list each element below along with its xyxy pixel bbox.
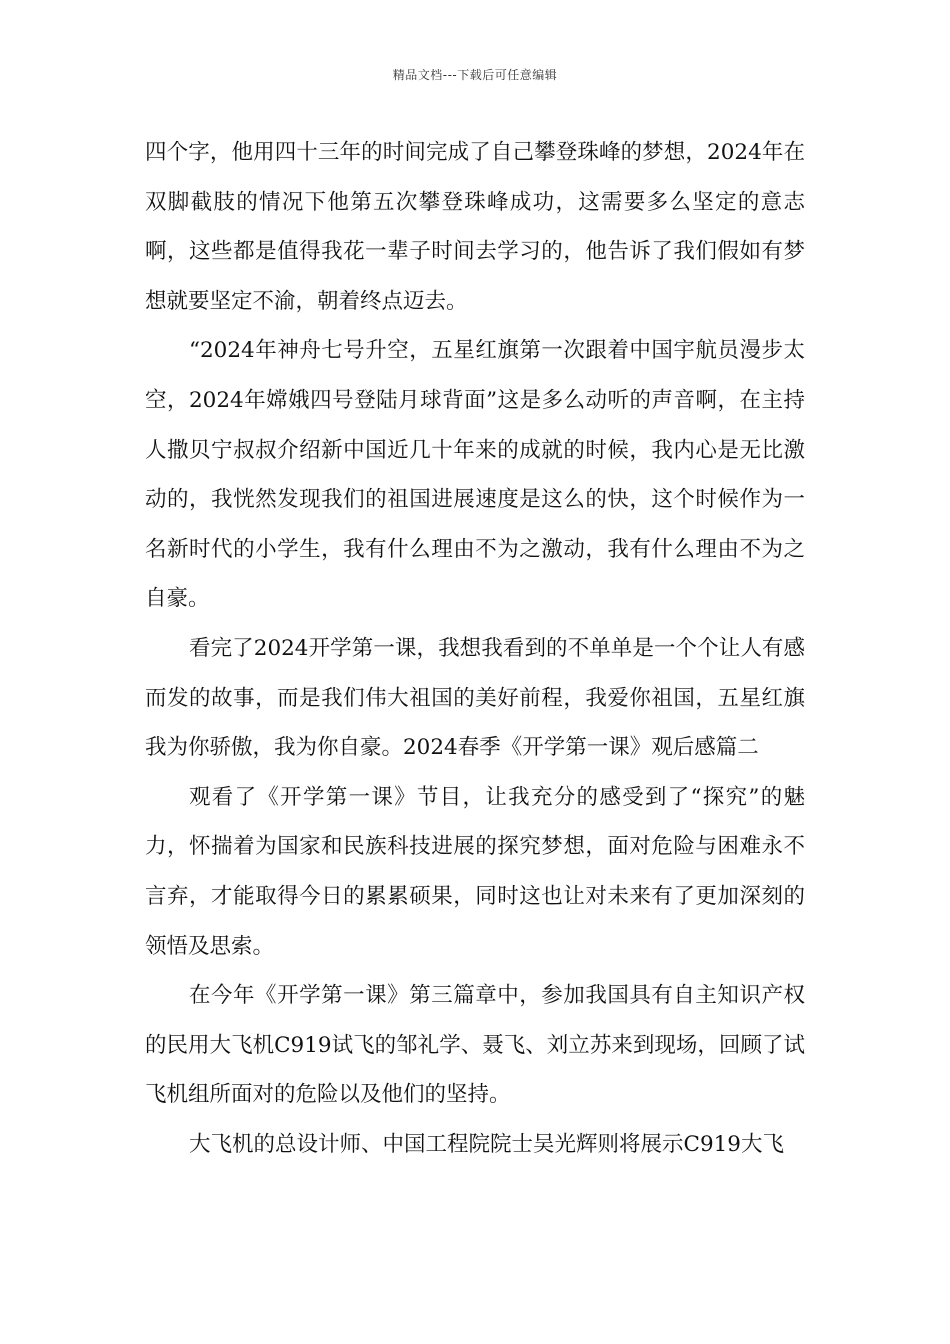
document-body (145, 128, 805, 1169)
paragraph-4: 观看了《开学第一课》节目，让我充分的感受到了“探究”的魅力，怀揣着为国家和民族科技进展的探究梦想，面对危险与困难永不言弃，才能取得今日的累累硕果，同时这也让对未来有了更加深刻的领悟及思索。 (145, 784, 805, 959)
paragraph-6: 大飞机的总设计师、中国工程院院士吴光辉则将展示C919大飞 (189, 1131, 784, 1157)
paragraph-1: 四个字，他用四十三年的时间完成了自己攀登珠峰的梦想，2024年在双脚截肢的情况下他第五次攀登珠峰成功，这需要多么坚定的意志啊，这些都是值得我花一辈子时间去学习的，他告诉了我们假如有梦想就要坚定不渝，朝着终点迈去。 (145, 140, 805, 314)
paragraph-2: “2024年神舟七号升空，五星红旗第一次跟着中国宇航员漫步太空，2024年嫦娥四号登陆月球背面”这是多么动听的声音啊，在主持人撒贝宁叔叔介绍新中国近几十年来的成就的时候，我内心是无比激动的，我恍然发现我们的祖国进展速度是这么的快，这个时候作为一名新时代的小学生，我有什么理由不为之激动，我有什么理由不为之自豪。 (145, 338, 805, 612)
page-header: 精品文档---下载后可任意编辑 (392, 68, 558, 82)
paragraph-5: 在今年《开学第一课》第三篇章中，参加我国具有自主知识产权的民用大飞机C919试飞的邹礼学、聂飞、刘立苏来到现场，回顾了试飞机组所面对的危险以及他们的坚持。 (145, 983, 805, 1108)
paragraph-3: 看完了2024开学第一课，我想我看到的不单单是一个个让人有感而发的故事，而是我们伟大祖国的美好前程，我爱你祖国，五星红旗我为你骄傲，我为你自豪。2024春季《开学第一课》观后感篇二 (145, 635, 805, 761)
